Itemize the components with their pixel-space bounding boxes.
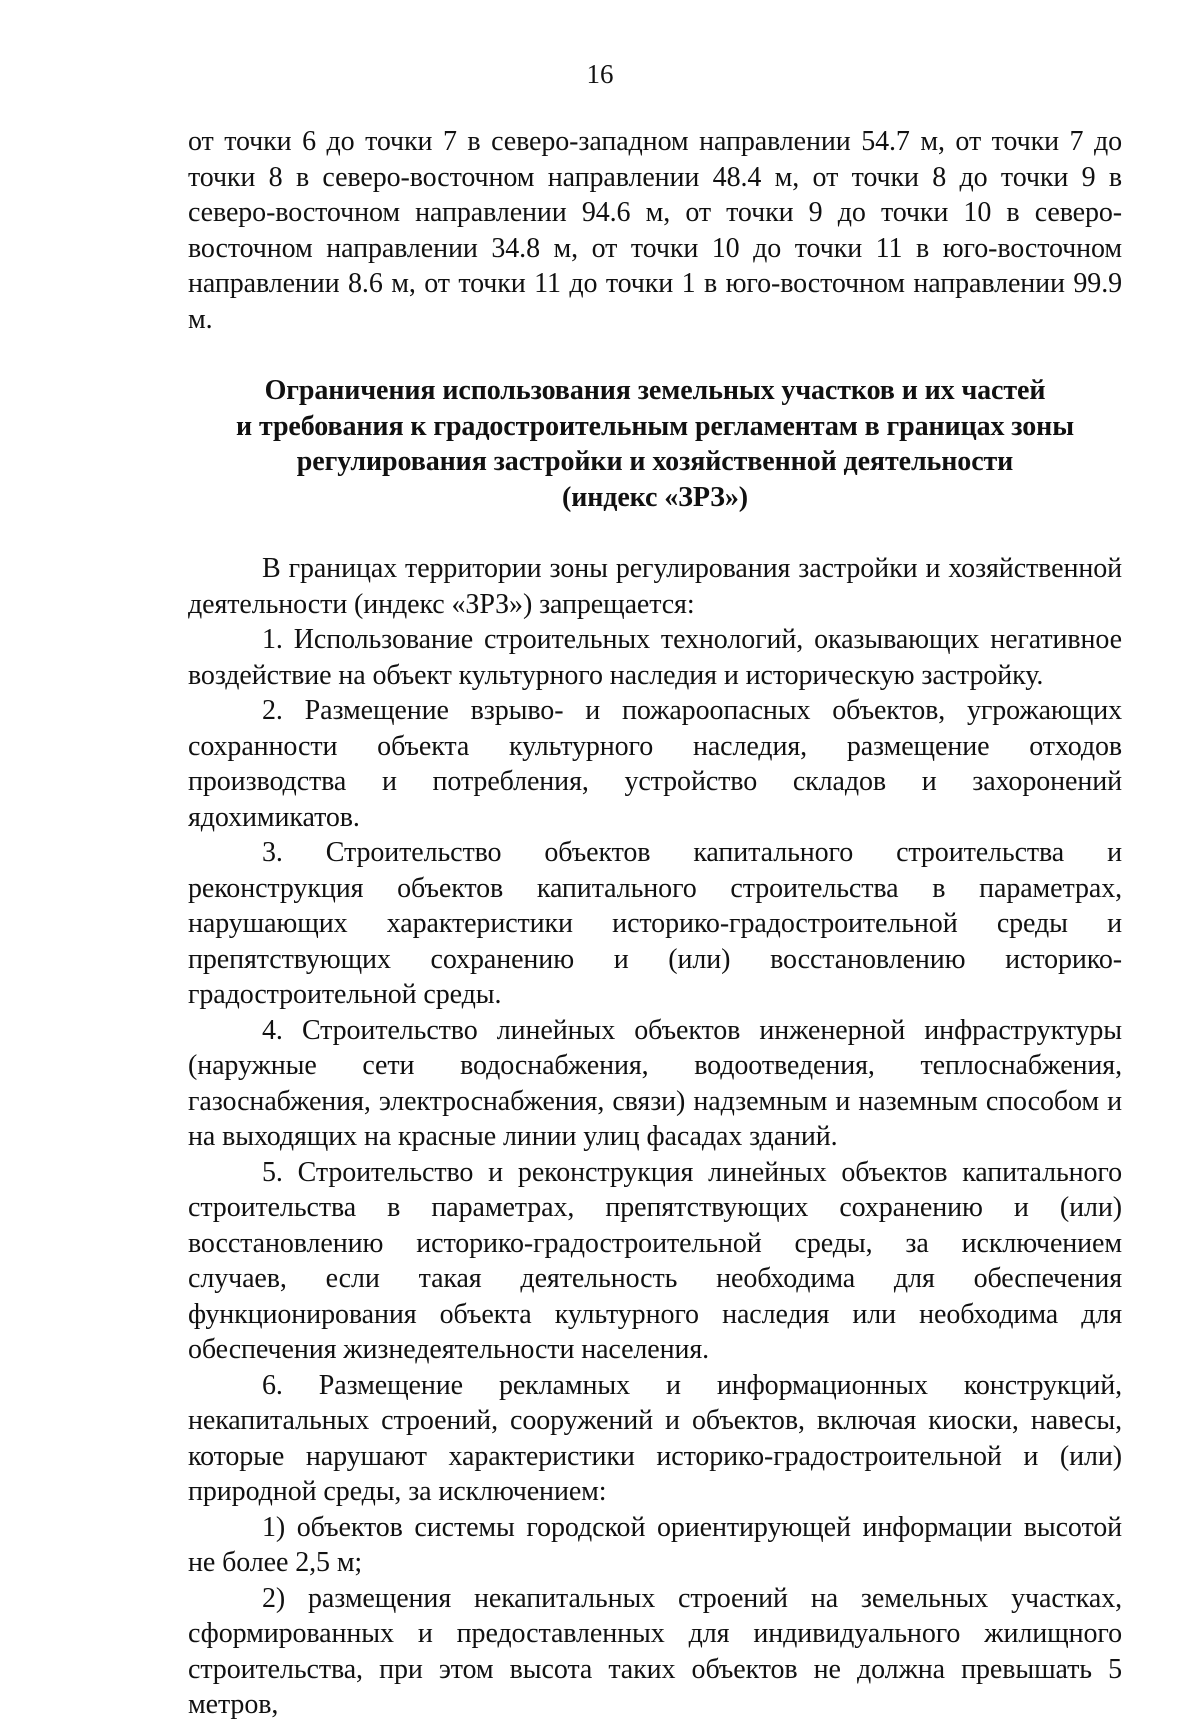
section-heading-line-2: и требования к градостроительным регламентам в границах зоны — [236, 410, 1074, 442]
paragraph-prohibition-intro: В границах территории зоны регулирования застройки и хозяйственной деятельности (индекс «ЗРЗ») запрещается: — [188, 553, 1122, 620]
section-heading-line-4: (индекс «ЗРЗ») — [562, 481, 748, 513]
paragraph-item-6: 6. Размещение рекламных и информационных конструкций, некапитальных строений, сооружений и объектов, включая киоски, навесы, которые нарушают характеристики историко-градостроительной и (или) природной среды, за исключением: — [188, 1369, 1122, 1507]
section-heading — [188, 373, 1122, 515]
intro-paragraph: от точки 6 до точки 7 в северо-западном направлении 54.7 м, от точки 7 до точки 8 в северо-восточном направлении 48.4 м, от точки 8 до точки 9 в северо-восточном направлении 94.6 м, от точки 9 до точки 10 в северо-восточном направлении 34.8 м, от точки 10 до точки 11 в юго-восточном направлении 8.6 м, от точки 11 до точки 1 в юго-восточном направлении 99.9 м. — [188, 126, 1122, 335]
page-number: 16 — [586, 59, 614, 89]
paragraph-item-5: 5. Строительство и реконструкция линейных объектов капитального строительства в параметрах, препятствующих сохранению и (или) восстановлению историко-градостроительной среды, за исключением случаев, если такая деятельность необходима для обеспечения функционирования объекта культурного наследия или необходима для обеспечения жизнедеятельности населения. — [188, 1156, 1122, 1365]
paragraph-subitem-2: 2) размещения некапитальных строений на земельных участках, сформированных и предоставленных для индивидуального жилищного строительства, при этом высота таких объектов не должна превышать 5 метров, — [188, 1582, 1122, 1720]
paragraph-item-1: 1. Использование строительных технологий, оказывающих негативное воздействие на объект культурного наследия и историческую застройку. — [188, 624, 1122, 691]
document-body — [188, 124, 1122, 1723]
paragraph-item-3: 3. Строительство объектов капитального строительства и реконструкция объектов капитального строительства в параметрах, нарушающих характеристики историко-градостроительной среды и препятствующих сохранению и (или) восстановлению историко-градостроительной среды. — [188, 837, 1122, 1010]
section-heading-line-1: Ограничения использования земельных участков и их частей — [264, 375, 1046, 406]
paragraph-subitem-1: 1) объектов системы городской ориентирующей информации высотой не более 2,5 м; — [188, 1511, 1122, 1578]
paragraph-item-4: 4. Строительство линейных объектов инженерной инфраструктуры (наружные сети водоснабжения, водоотведения, теплоснабжения, газоснабжения, электроснабжения, связи) надземным и наземным способом и на выходящих на красные линии улиц фасадах зданий. — [188, 1014, 1122, 1152]
section-heading-line-3: регулирования застройки и хозяйственной деятельности — [296, 446, 1014, 477]
paragraph-item-2: 2. Размещение взрыво- и пожароопасных объектов, угрожающих сохранности объекта культурного наследия, размещение отходов производства и потребления, устройство складов и захоронений ядохимикатов. — [188, 695, 1122, 833]
